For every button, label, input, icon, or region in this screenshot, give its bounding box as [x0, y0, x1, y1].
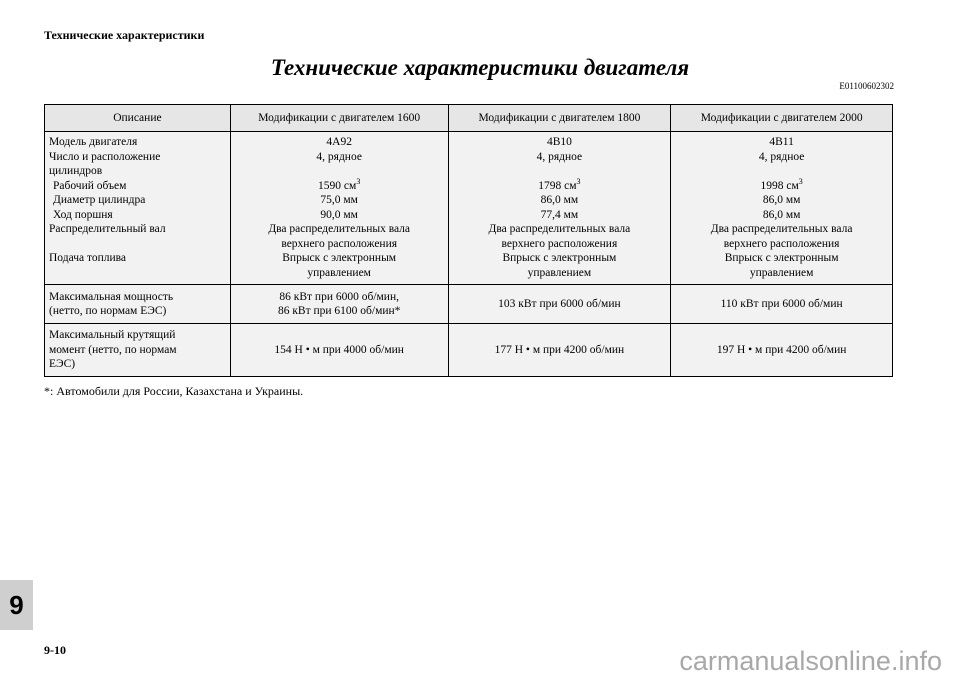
stroke-label: Ход поршня	[53, 208, 113, 221]
cylinders-value: 4, рядное	[758, 150, 805, 163]
chapter-tab: 9	[0, 580, 33, 630]
power-cell-2000: 110 кВт при 6000 об/мин	[671, 285, 893, 324]
spec-cell-1800	[448, 132, 671, 285]
fuel-value: Впрыск с электронным	[502, 252, 617, 264]
torque-cell-2000: 197 Н • м при 4200 об/мин	[671, 324, 893, 377]
camshaft-value-cont: верхнего расположения	[281, 237, 398, 250]
spec-cell-1600	[230, 132, 448, 285]
section-header: Технические характеристики	[44, 28, 205, 42]
power-cell-1600: 86 кВт при 6000 об/мин, 86 кВт при 6100 об/мин*	[230, 285, 448, 324]
table-row	[45, 324, 893, 377]
cylinders-label-cont: цилиндров	[49, 165, 103, 177]
column-header-1600: Модификации с двигателем 1600	[230, 105, 448, 132]
column-header-2000: Модификации с двигателем 2000	[671, 105, 893, 132]
fuel-value: Впрыск с электронным	[282, 252, 397, 264]
fuel-label: Подача топлива	[49, 252, 127, 264]
fuel-value: Впрыск с электронным	[724, 252, 839, 264]
bore-value: 86,0 мм	[540, 194, 579, 206]
power-label-cell: Максимальная мощность (нетто, по нормам ЕЭС)	[45, 285, 231, 324]
engine-model-value: 4B10	[546, 136, 572, 148]
table-row	[45, 132, 893, 285]
cylinders-value: 4, рядное	[536, 150, 583, 163]
page-number: 9-10	[44, 643, 66, 657]
watermark: carmanualsonline.info	[679, 646, 942, 676]
description-cell	[45, 132, 231, 285]
camshaft-value-cont: верхнего расположения	[723, 237, 840, 250]
fuel-value-cont: управлением	[749, 266, 814, 279]
page-title: Технические характеристики двигателя	[270, 55, 690, 80]
column-header-description: Описание	[45, 105, 231, 132]
bore-label: Диаметр цилиндра	[53, 194, 146, 206]
power-cell-1800: 103 кВт при 6000 об/мин	[448, 285, 671, 324]
camshaft-value: Два распределительных вала	[710, 223, 853, 235]
stroke-value: 77,4 мм	[540, 208, 579, 221]
displacement-label: Рабочий объем	[53, 179, 127, 192]
stroke-value: 86,0 мм	[762, 208, 801, 221]
engine-model-label: Модель двигателя	[49, 136, 138, 148]
torque-label-cell: Максимальный крутящий момент (нетто, по нормам ЕЭС)	[45, 324, 231, 377]
spec-cell-2000	[671, 132, 893, 285]
engine-spec-table	[44, 104, 893, 377]
engine-model-value: 4B11	[769, 136, 794, 148]
stroke-value: 90,0 мм	[320, 208, 358, 221]
torque-cell-1600: 154 Н • м при 4000 об/мин	[230, 324, 448, 377]
camshaft-value: Два распределительных вала	[268, 223, 411, 235]
displacement-value: 1798 $см^3$	[538, 176, 581, 192]
camshaft-value-cont: верхнего расположения	[501, 237, 618, 250]
document-code: E01100602302	[839, 81, 894, 91]
engine-model-value: 4A92	[326, 136, 352, 148]
fuel-value-cont: управлением	[307, 266, 371, 279]
cylinders-label: Число и расположение	[49, 150, 161, 163]
torque-cell-1800: 177 Н • м при 4200 об/мин	[448, 324, 671, 377]
displacement-value: 1998 $см^3$	[760, 176, 803, 192]
camshaft-value: Два распределительных вала	[488, 223, 631, 235]
camshaft-label: Распределительный вал	[49, 223, 166, 235]
column-header-1800: Модификации с двигателем 1800	[448, 105, 671, 132]
bore-value: 75,0 мм	[320, 194, 358, 206]
table-row	[45, 285, 893, 324]
displacement-value: 1590 $см^3$	[318, 176, 361, 192]
fuel-value-cont: управлением	[527, 266, 592, 279]
cylinders-value: 4, рядное	[316, 150, 362, 163]
bore-value: 86,0 мм	[762, 194, 801, 206]
footnote: *: Автомобили для России, Казахстана и Украины.	[44, 384, 304, 398]
table-header-row	[45, 105, 893, 132]
